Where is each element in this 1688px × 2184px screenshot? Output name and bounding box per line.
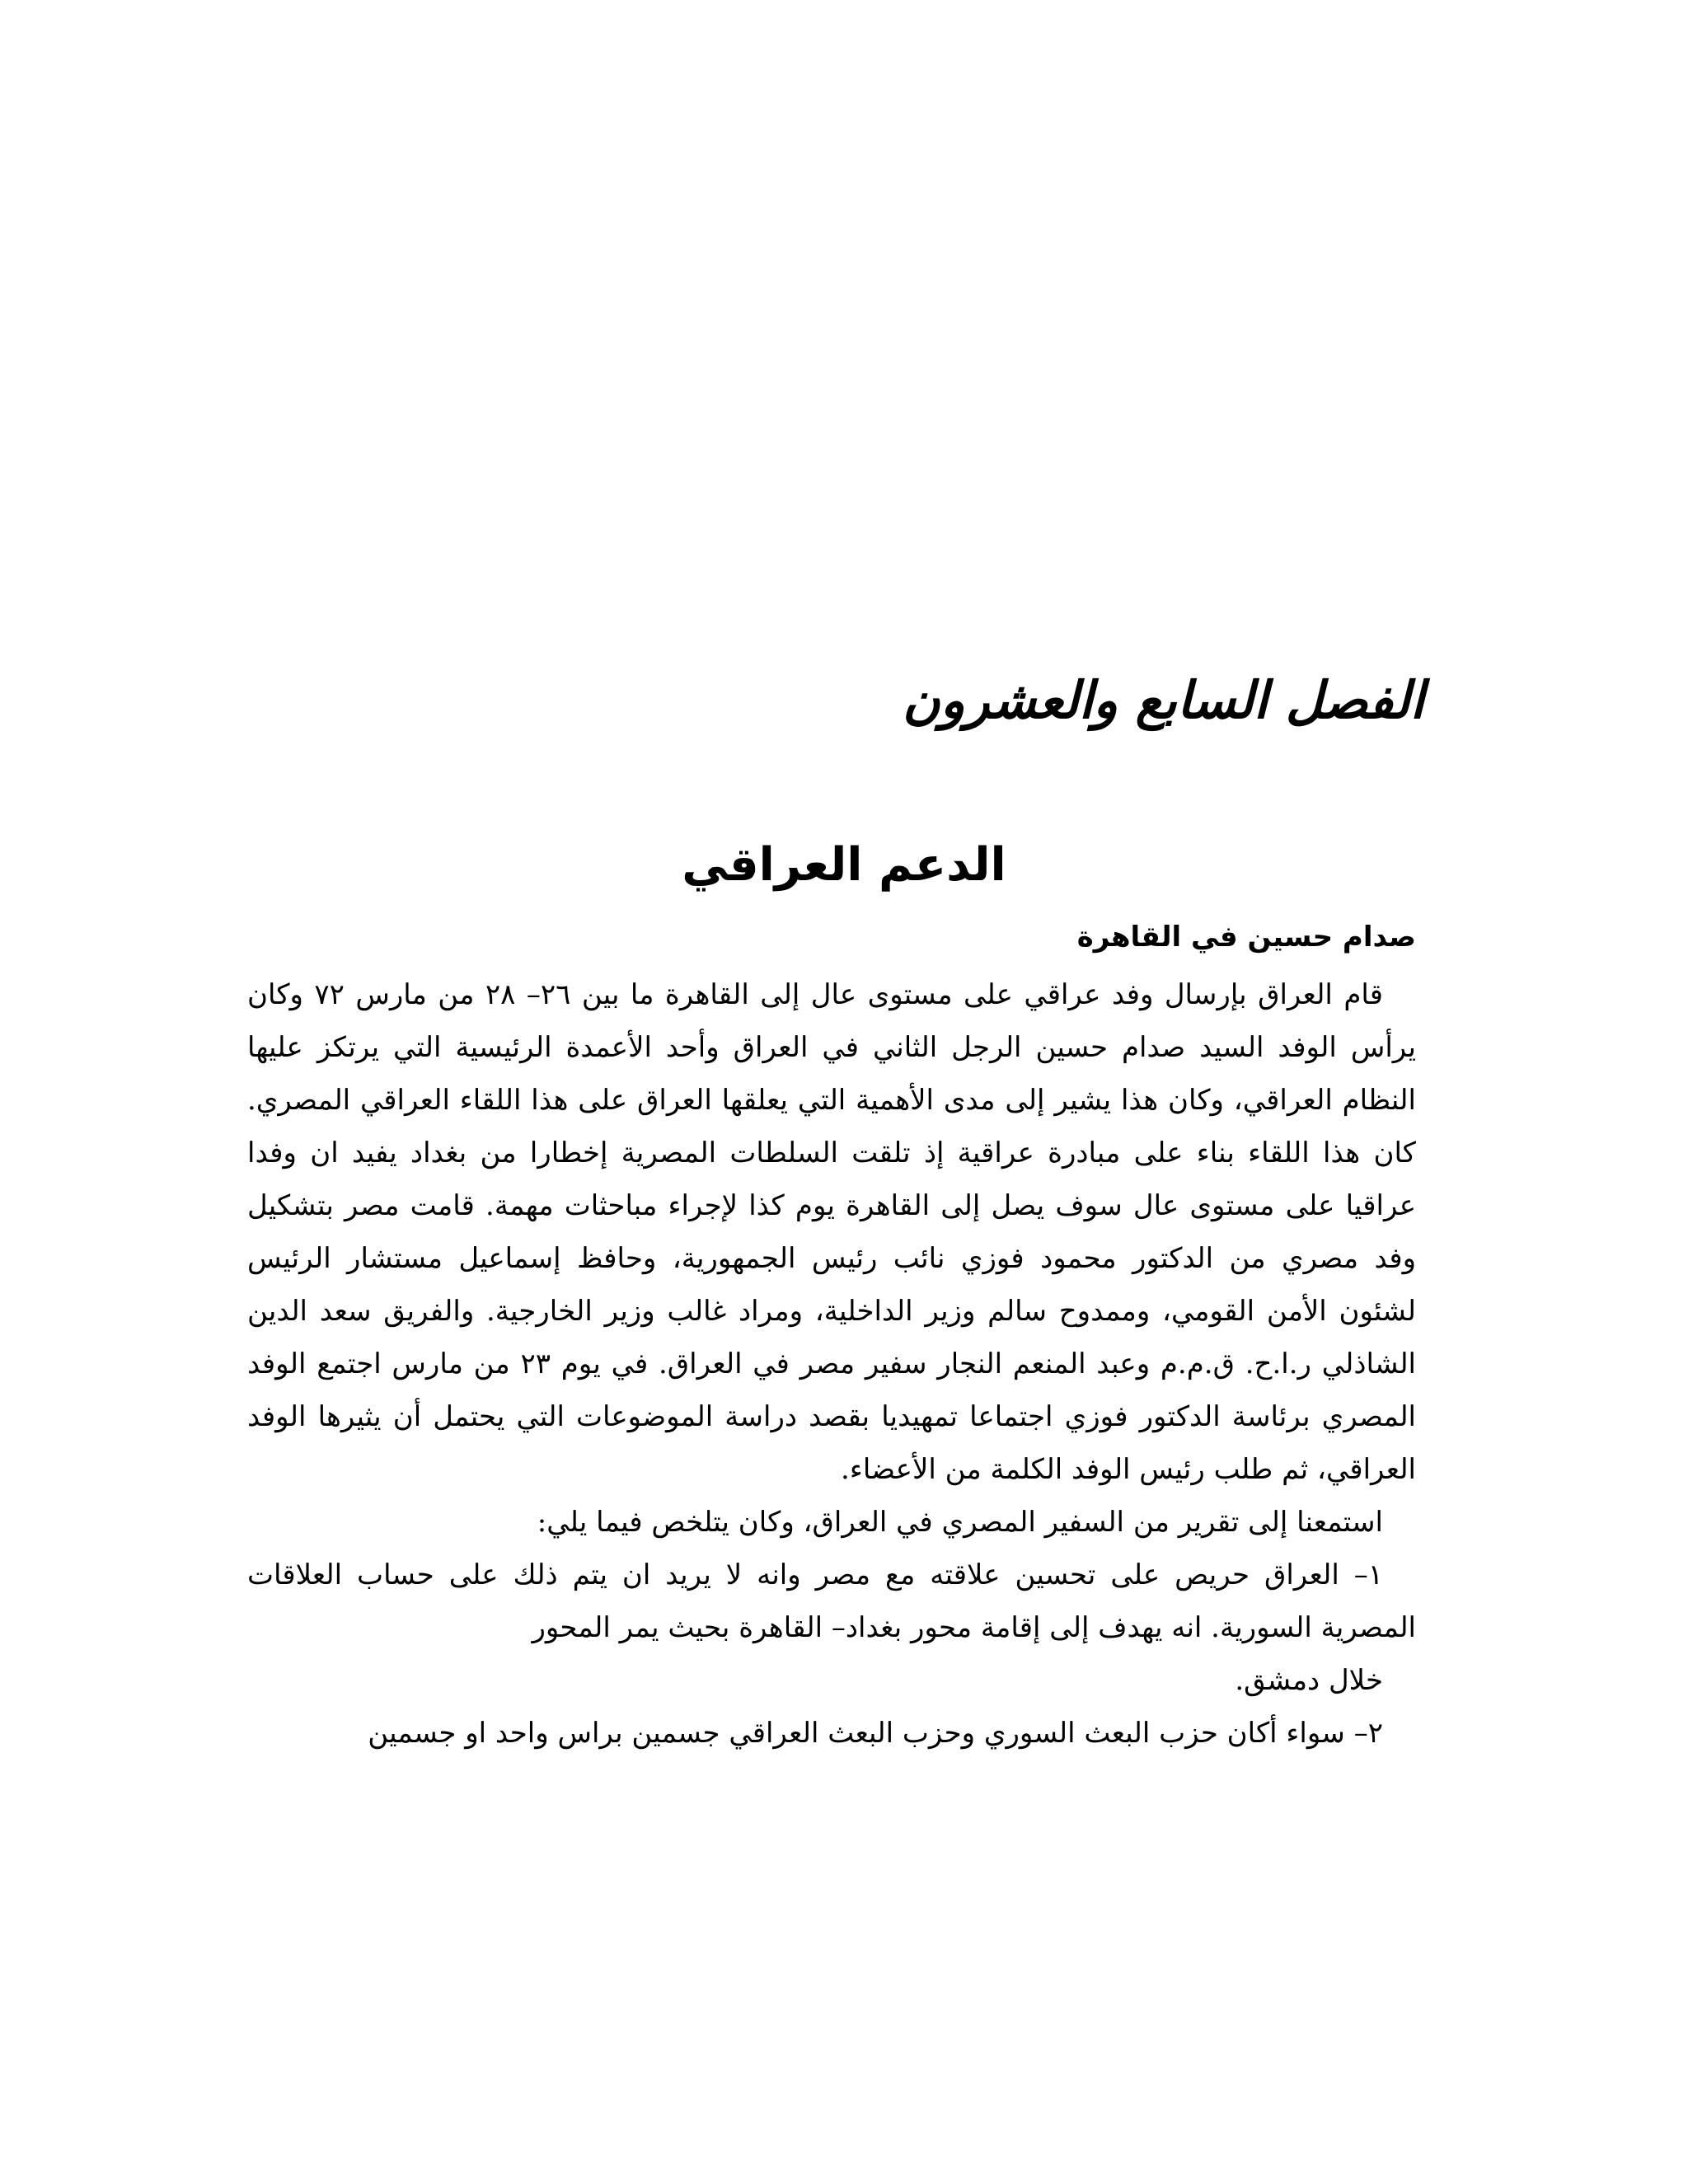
list-item-continuation: خلال دمشق. (1235, 1664, 1383, 1697)
list-item: ٢– سواء أكان حزب البعث السوري وحزب البعث العراقي جسمين براس واحد او جسمين (368, 1717, 1383, 1750)
document-body (247, 911, 1416, 1760)
subheading: صدام حسين في القاهرة (1076, 921, 1416, 954)
list-item: ١– العراق حريص على تحسين علاقته مع مصر وانه لا يريد ان يتم ذلك على حساب العلاقات المصرية السورية. انه يهدف إلى إقامة محور بغداد– القاهرة بحيث يمر المحور (247, 1558, 1416, 1644)
chapter-title: الفصل السابع والعشرون (903, 670, 1424, 730)
paragraph: قام العراق بإرسال وفد عراقي على مستوى عال إلى القاهرة ما بين ٢٦– ٢٨ من مارس ٧٢ وكان يرأس الوفد السيد صدام حسين الرجل الثاني في العراق وأحد الأعمدة الرئيسية التي يرتكز عليها النظام العراقي، وكان هذا يشير إلى مدى الأهمية التي يعلقها العراق على هذا اللقاء العراقي المصري. كان هذا اللقاء بناء على مبادرة عراقية إذ تلقت السلطات المصرية إخطارا من بغداد يفيد ان وفدا عراقيا على مستوى عال سوف يصل إلى القاهرة يوم كذا لإجراء مباحثات مهمة. قامت مصر بتشكيل وفد مصري من الدكتور محمود فوزي نائب رئيس الجمهورية، وحافظ إسماعيل مستشار الرئيس لشئون الأمن القومي، وممدوح سالم وزير الداخلية، ومراد غالب وزير الخارجية. والفريق سعد الدين الشاذلي ر.ا.ح. ق.م.م وعبد المنعم النجار سفير مصر في العراق. في يوم ٢٣ من مارس اجتمع الوفد المصري برئاسة الدكتور فوزي اجتماعا تمهيديا بقصد دراسة الموضوعات التي يحتمل أن يثيرها الوفد العراقي، ثم طلب رئيس الوفد الكلمة من الأعضاء. (247, 978, 1417, 1486)
section-title: الدعم العراقي (682, 838, 1006, 892)
paragraph: استمعنا إلى تقرير من السفير المصري في العراق، وكان يتلخص فيما يلي: (537, 1506, 1383, 1539)
